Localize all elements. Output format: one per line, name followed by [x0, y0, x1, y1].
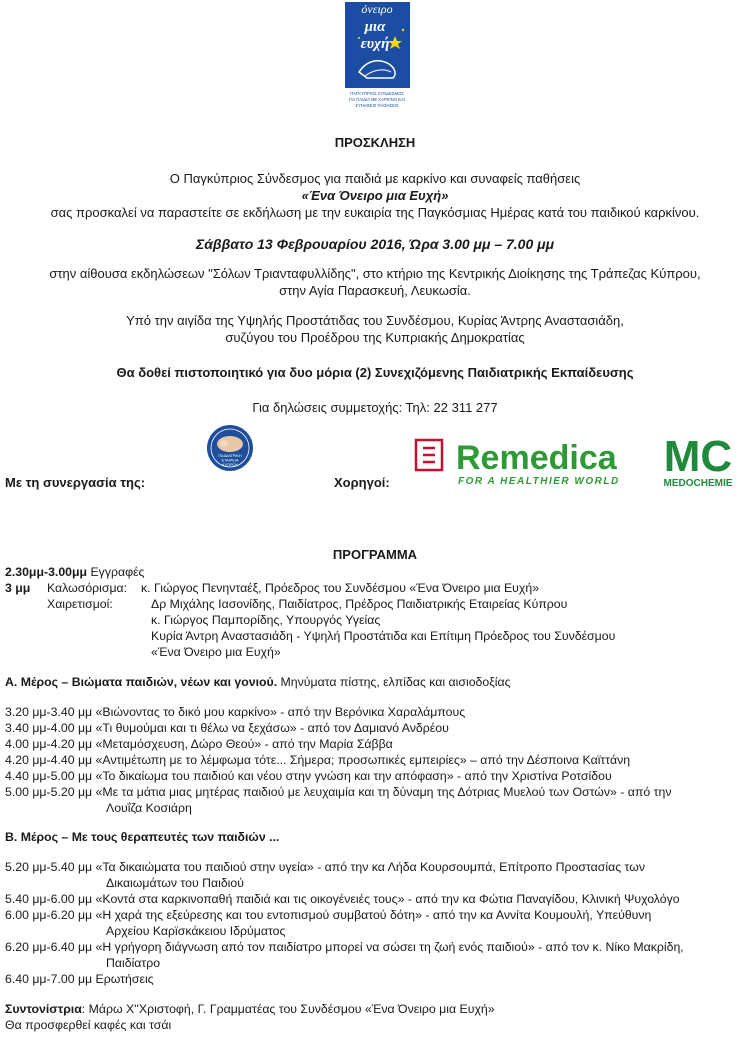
program-title: ΠΡΟΓΡΑΜΜΑ — [332, 547, 418, 562]
event-date: Σάββατο 13 Φεβρουαρίου 2016, Ώρα 3.00 μμ – 7.00 μμ — [195, 236, 555, 252]
aegis-line-2: συζύγου του Προέδρου της Κυπριακής Δημοκρατίας — [225, 330, 525, 345]
program-item: 6.00 μμ-6.20 μμ «Η χαρά της εξεύρεσης και του εντοπισμού συμβατού δότη» - από την κα Αννίτα Κουμουλή, Υπεύθυνη — [5, 908, 652, 922]
cooperation-label: Με τη συνεργασία της: — [5, 475, 146, 490]
logo-text-2: όνειρο — [361, 2, 393, 16]
credits-note: Θα δοθεί πιστοποιητικό για δυο μόρια (2) Συνεχιζόμενης Παιδιατρικής Εκπαίδευσης — [116, 365, 634, 380]
program-item: 4.00 μμ-4.20 μμ «Μεταμόσχευση, Δώρο Θεού» - από την Μαρία Σάββα — [5, 737, 393, 751]
program-item-continuation: Αρχείου Καρϊσκάκειου Ιδρύματος — [106, 924, 286, 938]
logo-caption-3: ΣΥΝΑΦΕΙΣ ΠΑΘΗΣΕΙΣ — [355, 103, 399, 108]
program-item: 6.20 μμ-6.40 μμ «Η γρήγορη διάγνωση από τον παιδίατρο μπορεί να σώσει τη ζωή ενός παιδιού» - από τον κ. Νίκο Μακρίδη, — [5, 940, 684, 954]
organization-name: «Ένα Όνειρο μια Ευχή» — [301, 188, 449, 203]
refreshments-note: Θα προσφερθεί καφές και τσάι — [5, 1018, 172, 1032]
program-item: 4.20 μμ-4.40 μμ «Αντιμέτωπη με το λέμφωμα τότε... Σήμερα; προσωπικές εμπειρίες» – από την Δέσποινα Καϊττάνη — [5, 753, 631, 767]
registration-time: 2.30μμ-3.00μμ — [5, 565, 88, 579]
invitation-line-3: σας προσκαλεί να παραστείτε σε εκδήλωση με την ευκαιρία της Παγκόσμιας Ημέρας κατά του παιδικού καρκίνου. — [50, 205, 700, 220]
program-item: 3.20 μμ-3.40 μμ «Βιώνοντας το δικό μου καρκίνο» - από την Βερόνικα Χαραλάμπους — [5, 705, 466, 719]
sponsors-label: Χορηγοί: — [334, 475, 390, 490]
program-item: 6.40 μμ-7.00 μμ Ερωτήσεις — [5, 972, 154, 986]
program-item-continuation: Παιδίατρο — [106, 956, 161, 970]
moderator-line — [5, 1002, 495, 1016]
program-item-continuation: Λουΐζα Κοσιάρη — [106, 801, 192, 815]
welcome-time: 3 μμ — [5, 581, 31, 595]
greeting-item: Κυρία Άντρη Αναστασιάδη - Υψηλή Προστάτιδα και Επίτιμη Πρόεδρος του Συνδέσμου — [151, 629, 616, 643]
registration-line — [5, 565, 144, 579]
medochemie-mark: MC — [663, 432, 733, 481]
greeting-item: Δρ Μιχάλης Ιασονίδης, Παιδίατρος, Πρέδρος Παιδιατρικής Εταιρείας Κύπρου — [151, 597, 568, 611]
logo-caption-2: ΓΙΑ ΠΑΙΔΙΑ ΜΕ ΚΑΡΚΙΝΟ ΚΑΙ — [349, 97, 405, 102]
part-a-heading-line — [5, 675, 511, 689]
part-a-subtitle: Μηνύματα πίστης, ελπίδας και αισιοδοξίας — [277, 675, 511, 689]
logo-text-1 — [370, 0, 385, 1]
pedo-caption-3: ΚΥΠΡΟΥ — [222, 463, 238, 467]
medochemie-logo — [656, 433, 740, 488]
invitation-line-1: Ο Παγκύπριος Σύνδεσμος για παιδιά με καρκίνο και συναφείς παθήσεις — [169, 171, 581, 186]
welcome-label: Καλωσόρισμα: — [47, 581, 128, 595]
program-item-continuation: Δικαιωμάτων του Παιδιού — [106, 876, 244, 890]
medochemie-name: MEDOCHEMIE — [663, 478, 733, 489]
part-b-heading: Β. Μέρος – Με τους θεραπευτές των παιδιών ... — [5, 830, 280, 844]
venue-line-1: στην αίθουσα εκδηλώσεων "Σόλων Τριανταφυλλίδης", στο κτήριο της Κεντρικής Διοίκησης της Τράπεζας Κύπρου, — [49, 266, 701, 281]
welcome-line — [5, 581, 539, 595]
logo-caption-1: ΠΑΓΚΥΠΡΙΟΣ ΣΥΝΔΕΣΜΟΣ — [350, 91, 404, 96]
greeting-item: κ. Γιώργος Παμπορίδης, Υπουργός Υγείας — [151, 613, 381, 627]
logo-text-3: μια — [364, 19, 386, 35]
pediatric-society-logo — [206, 423, 254, 473]
rsvp-info: Για δηλώσεις συμμετοχής: Τηλ: 22 311 277 — [252, 400, 498, 415]
remedica-tagline: FOR A HEALTHIER WORLD — [458, 476, 620, 487]
invitation-title: ΠΡΟΣΚΛΗΣΗ — [334, 135, 416, 150]
pedo-caption-1: ΠΑΙΔΙΑΤΡΙΚΗ — [218, 454, 242, 458]
program-item: 5.40 μμ-6.00 μμ «Κοντά στα καρκινοπαθή παιδιά και τις οικογένειές τους» - από την κα Φώτια Παναγίδου, Κλινική Ψυχολόγο — [5, 892, 680, 906]
pedo-caption-2: ΕΤΑΙΡΕΙΑ — [221, 458, 239, 463]
logo-text-4: ευχή — [360, 36, 390, 52]
part-a-heading: Α. Μέρος – Βιώματα παιδιών, νέων και γονιού. — [5, 675, 278, 689]
organization-logo — [345, 2, 410, 119]
moderator-text: : Μάρω Χ''Χριστοφή, Γ. Γραμματέας του Συνδέσμου «Ένα Όνειρο μια Ευχή» — [81, 1002, 495, 1016]
program-item: 3.40 μμ-4.00 μμ «Τι θυμούμαι και τι θέλω να ξεχάσω» - από τον Δαμιανό Ανδρέου — [5, 721, 449, 735]
remedica-name: Remedica — [456, 439, 617, 477]
remedica-logo — [416, 438, 636, 488]
moderator-label: Συντονίστρια — [5, 1002, 82, 1016]
greetings-label: Χαιρετισμοί: — [47, 597, 113, 611]
greeting-item: «Ένα Όνειρο μια Ευχή» — [151, 645, 281, 659]
venue-line-2: στην Αγία Παρασκευή, Λευκωσία. — [279, 283, 471, 298]
program-item: 5.20 μμ-5.40 μμ «Τα δικαιώματα του παιδιού στην υγεία» - από την κα Λήδα Κουρσουμπά, Επίτροπο Προστασίας των — [5, 860, 645, 874]
aegis-line-1: Υπό την αιγίδα της Υψηλής Προστάτιδας του Συνδέσμου, Κυρίας Άντρης Αναστασιάδη, — [126, 313, 624, 328]
registration-text: Εγγραφές — [87, 565, 145, 579]
program-item: 4.40 μμ-5.00 μμ «Το δικαίωμα του παιδιού και νέου στην γνώση και την απόφαση» - από την Χριστίνα Ροτσίδου — [5, 769, 612, 783]
welcome-text: κ. Γιώργος Πενηνταέξ, Πρόεδρος του Συνδέσμου «Ένα Όνειρο μια Ευχή» — [141, 581, 540, 595]
program-item: 5.00 μμ-5.20 μμ «Με τα μάτια μιας μητέρας παιδιού με λευχαιμία και τη δύναμη της Δότριας Μυελού των Οστών» - από την — [5, 785, 672, 799]
